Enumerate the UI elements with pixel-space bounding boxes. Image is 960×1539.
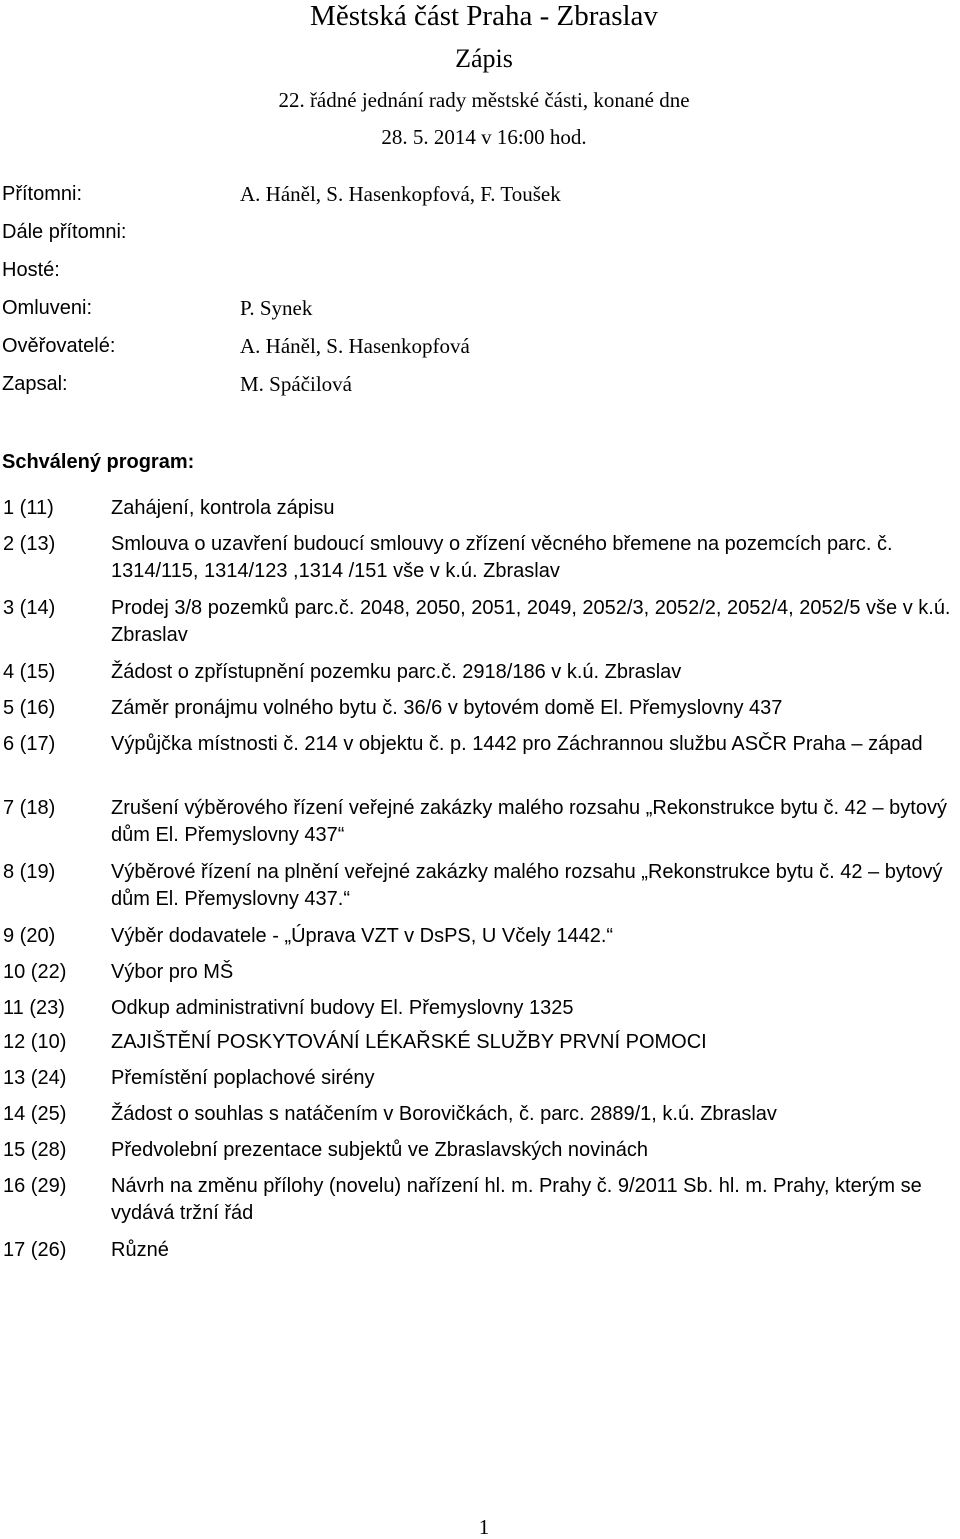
- program-item-text: Odkup administrativní budovy El. Přemyslovny 1325: [111, 997, 574, 1019]
- program-item-text: Smlouva o uzavření budoucí smlouvy o zřízení věcného břemene na pozemcích parc. č. 1314/115, 1314/123 ,1314 /151 vše v k.ú. Zbraslav: [111, 533, 893, 582]
- program-item-number: 8 (19): [3, 861, 56, 883]
- program-item-text: Výpůjčka místnosti č. 214 v objektu č. p. 1442 pro Záchrannou službu ASČR Praha – západ: [111, 733, 923, 755]
- excused-value: P. Synek: [240, 296, 313, 320]
- program-item-number: 4 (15): [3, 661, 56, 683]
- program-item-text: Návrh na změnu přílohy (novelu) nařízení hl. m. Prahy č. 9/2011 Sb. hl. m. Prahy, kterým se vydává tržní řád: [111, 1175, 922, 1224]
- document-title: Městská část Praha - Zbraslav: [310, 0, 658, 32]
- program-item-text: ZAJIŠTĚNÍ POSKYTOVÁNÍ LÉKAŘSKÉ SLUŽBY PRVNÍ POMOCI: [111, 1031, 707, 1053]
- program-item-number: 14 (25): [3, 1103, 67, 1125]
- present-label: Přítomni:: [2, 183, 83, 205]
- present-value: A. Háněl, S. Hasenkopfová, F. Toušek: [240, 182, 561, 206]
- program-item-number: 12 (10): [3, 1031, 67, 1053]
- guests-label: Hosté:: [2, 259, 60, 281]
- meeting-line-1: 22. řádné jednání rady městské části, konané dne: [278, 88, 690, 112]
- program-item-text: Výběr dodavatele - „Úprava VZT v DsPS, U Včely 1442.“: [111, 925, 614, 947]
- program-item-number: 10 (22): [3, 961, 67, 983]
- program-item-text: Přemístění poplachové sirény: [111, 1067, 375, 1089]
- page-number: 1: [478, 1515, 490, 1539]
- program-item-number: 6 (17): [3, 733, 56, 755]
- program-item-text: Zrušení výběrového řízení veřejné zakázky malého rozsahu „Rekonstrukce bytu č. 42 – bytový dům El. Přemyslovny 437“: [111, 797, 947, 846]
- excused-label: Omluveni:: [2, 297, 93, 319]
- recorder-label: Zapsal:: [2, 373, 68, 395]
- program-item-number: 2 (13): [3, 533, 56, 555]
- program-item-number: 7 (18): [3, 797, 56, 819]
- program-item-number: 16 (29): [3, 1175, 67, 1197]
- also-present-label: Dále přítomni:: [2, 221, 127, 243]
- program-item-number: 11 (23): [3, 997, 65, 1019]
- program-item-text: Předvolební prezentace subjektů ve Zbraslavských novinách: [111, 1139, 648, 1161]
- program-item-text: Výběrové řízení na plnění veřejné zakázky malého rozsahu „Rekonstrukce bytu č. 42 – bytový dům El. Přemyslovny 437.“: [111, 861, 943, 910]
- program-item-text: Různé: [111, 1239, 169, 1261]
- program-title: Schválený program:: [2, 451, 195, 473]
- program-item-text: Žádost o souhlas s natáčením v Borovičkách, č. parc. 2889/1, k.ú. Zbraslav: [111, 1103, 777, 1125]
- program-item-text: Záměr pronájmu volného bytu č. 36/6 v bytovém domě El. Přemyslovny 437: [111, 697, 783, 719]
- program-item-number: 1 (11): [3, 497, 54, 519]
- program-item-number: 9 (20): [3, 925, 56, 947]
- document-subtitle: Zápis: [455, 44, 513, 73]
- verifiers-value: A. Háněl, S. Hasenkopfová: [240, 334, 470, 358]
- program-item-text: Žádost o zpřístupnění pozemku parc.č. 2918/186 v k.ú. Zbraslav: [111, 661, 682, 683]
- program-item-text: Prodej 3/8 pozemků parc.č. 2048, 2050, 2051, 2049, 2052/3, 2052/2, 2052/4, 2052/5 vše v k.ú. Zbraslav: [111, 597, 951, 646]
- program-item-number: 17 (26): [3, 1239, 67, 1261]
- recorder-value: M. Spáčilová: [240, 372, 352, 396]
- program-item-text: Zahájení, kontrola zápisu: [111, 497, 335, 519]
- program-item-text: Výbor pro MŠ: [111, 961, 234, 983]
- program-item-number: 3 (14): [3, 597, 56, 619]
- meeting-line-2: 28. 5. 2014 v 16:00 hod.: [381, 125, 587, 149]
- program-item-number: 15 (28): [3, 1139, 67, 1161]
- verifiers-label: Ověřovatelé:: [2, 335, 116, 357]
- program-item-number: 5 (16): [3, 697, 56, 719]
- program-item-number: 13 (24): [3, 1067, 67, 1089]
